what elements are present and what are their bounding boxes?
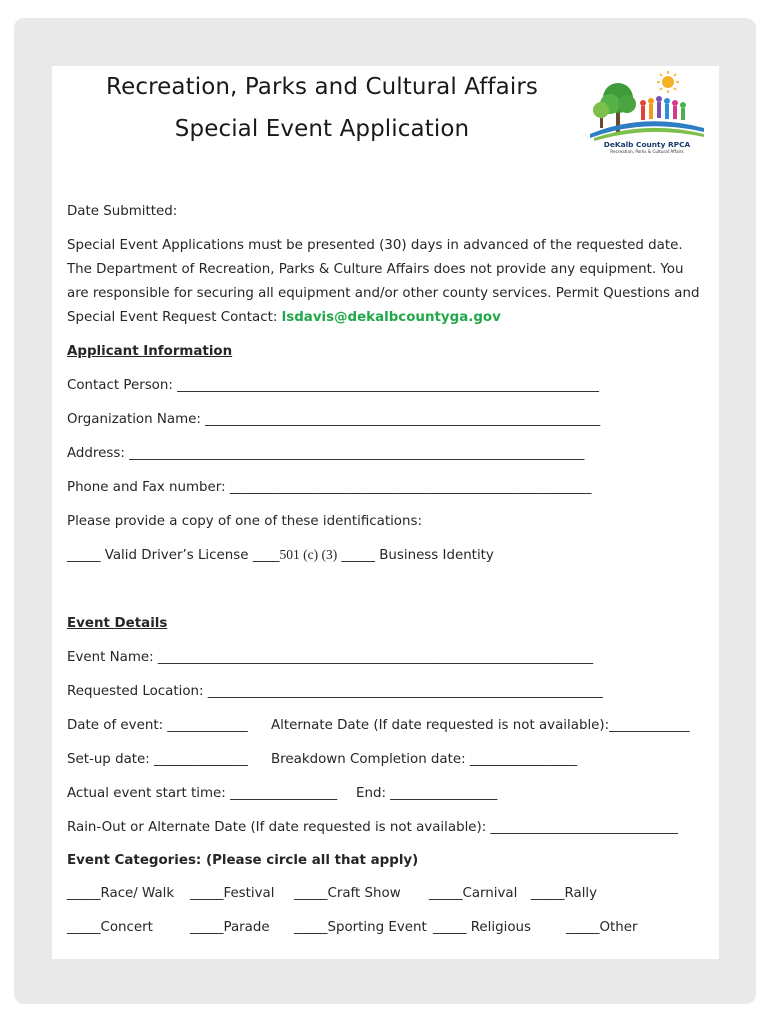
category-rally[interactable]: _____Rally [531, 886, 598, 901]
event-name-field[interactable]: Event Name: _________________________________________________________________ [67, 650, 594, 665]
category-festival[interactable]: _____Festival [190, 886, 275, 901]
logo-tagline-text: Recreation, Parks & Cultural Affairs [610, 149, 684, 154]
start-time-field[interactable]: Actual event start time: ________________ [67, 786, 338, 801]
id-business-identity[interactable]: _____ Business Identity [337, 548, 494, 563]
category-concert[interactable]: _____Concert [67, 920, 153, 935]
category-race-walk[interactable]: _____Race/ Walk [67, 886, 175, 901]
category-other[interactable]: _____Other [566, 920, 638, 935]
applicant-info-heading: Applicant Information [67, 344, 233, 359]
identification-options[interactable] [67, 547, 494, 563]
intro-paragraph [67, 234, 707, 330]
requested-location-field[interactable]: Requested Location: ___________________________________________________________ [67, 684, 603, 699]
category-craft-show[interactable]: _____Craft Show [294, 886, 401, 901]
category-parade[interactable]: _____Parade [190, 920, 270, 935]
date-submitted-label: Date Submitted: [67, 204, 178, 219]
phone-fax-field[interactable]: Phone and Fax number: ______________________________________________________ [67, 480, 592, 495]
page-subtitle: Special Event Application [174, 116, 470, 142]
intro-text: Special Event Applications must be presented (30) days in advanced of the requested date. The Department of Recreation, Parks & Culture Affairs does not provide any equipment. You are responsible for securing all equipment and/or other county services. Permit Questions and Special Event Request Contact: [67, 238, 700, 325]
dekalb-rpca-logo [588, 68, 706, 154]
id-drivers-license[interactable]: _____ Valid Driver’s License ____ [67, 548, 280, 563]
date-of-event-field[interactable]: Date of event: ____________ [67, 718, 248, 733]
logo-name-text: DeKalb County RPCA [603, 140, 691, 149]
document-page [52, 66, 719, 959]
rainout-date-field[interactable]: Rain-Out or Alternate Date (If date requested is not available): ____________________________ [67, 820, 678, 835]
event-categories-heading: Event Categories: (Please circle all that apply) [67, 853, 419, 868]
contact-email-link[interactable]: lsdavis@dekalbcountyga.gov [281, 310, 501, 325]
address-field[interactable]: Address: ____________________________________________________________________ [67, 446, 585, 461]
contact-person-field[interactable]: Contact Person: _______________________________________________________________ [67, 378, 599, 393]
page-title: Recreation, Parks and Cultural Affairs [106, 74, 538, 100]
identification-prompt: Please provide a copy of one of these identifications: [67, 514, 422, 529]
event-details-heading: Event Details [67, 616, 168, 631]
end-time-field[interactable]: End: ________________ [356, 786, 498, 801]
breakdown-date-field[interactable]: Breakdown Completion date: ________________ [271, 752, 578, 767]
alternate-date-field[interactable]: Alternate Date (If date requested is not available):____________ [271, 718, 690, 733]
organization-name-field[interactable]: Organization Name: ___________________________________________________________ [67, 412, 601, 427]
category-carnival[interactable]: _____Carnival [429, 886, 518, 901]
setup-date-field[interactable]: Set-up date: ______________ [67, 752, 248, 767]
category-sporting-event[interactable]: _____Sporting Event [294, 920, 427, 935]
id-501c3[interactable]: 501 (c) (3) [279, 547, 338, 562]
category-religious[interactable]: _____ Religious [433, 920, 531, 935]
